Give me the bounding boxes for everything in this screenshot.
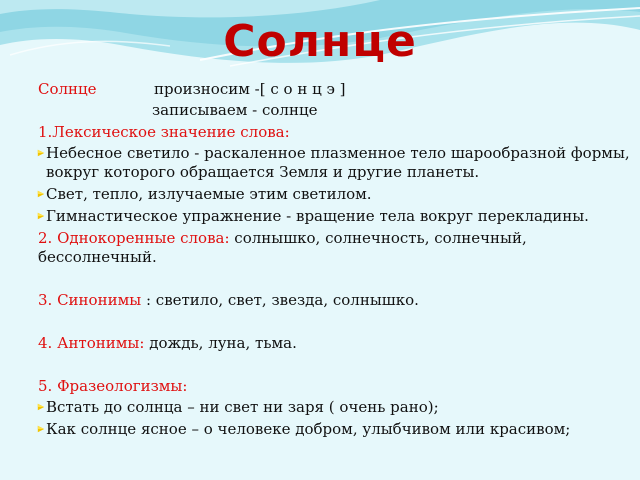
pronunciation-row	[38, 80, 630, 99]
list-item	[38, 144, 630, 182]
lexical-heading: 1.Лексическое значение слова:	[38, 123, 290, 141]
antonyms-text: дождь, луна, тьма.	[149, 334, 297, 352]
antonyms-row	[38, 334, 630, 353]
list-item	[38, 420, 630, 439]
phraseology-item-2: Как солнце ясное – о человеке добром, улыбчивом или красивом;	[46, 420, 571, 438]
lexical-item-1: Небесное светило - раскаленное плазменное тело шарообразной формы, вокруг которого обращается Земля и другие планеты.	[46, 144, 630, 181]
arrow-bullet-icon	[37, 425, 45, 433]
lexical-item-2: Свет, тепло, излучаемые этим светилом.	[46, 185, 372, 203]
page-title: Солнце	[223, 16, 417, 67]
arrow-bullet-icon	[37, 190, 45, 198]
phraseology-item-1: Встать до солнца – ни свет ни заря ( очень рано);	[46, 398, 439, 416]
slide-content	[38, 80, 630, 439]
word-label: Солнце	[38, 80, 97, 98]
list-item	[38, 398, 630, 417]
cognates-label: 2. Однокоренные слова:	[38, 229, 230, 247]
spelling-row	[38, 101, 630, 120]
lexical-item-3: Гимнастическое упражнение - вращение тела вокруг перекладины.	[46, 207, 589, 225]
arrow-bullet-icon	[37, 149, 45, 157]
list-item	[38, 207, 630, 226]
pronounce-line: произносим -[ с о н ц э ]	[154, 80, 346, 98]
arrow-bullet-icon	[37, 403, 45, 411]
antonyms-label: 4. Антонимы:	[38, 334, 145, 352]
spelling-line: записываем - солнце	[152, 101, 318, 119]
synonyms-text: : светило, свет, звезда, солнышко.	[145, 291, 419, 309]
synonyms-label: 3. Синонимы	[38, 291, 142, 309]
synonyms-row	[38, 291, 630, 310]
phraseology-heading: 5. Фразеологизмы:	[38, 377, 188, 395]
cognates-row	[38, 229, 630, 267]
arrow-bullet-icon	[37, 212, 45, 220]
list-item	[38, 185, 630, 204]
cognates-text: солнышко, солнечность, солнечный, бессолнечный.	[38, 229, 527, 266]
